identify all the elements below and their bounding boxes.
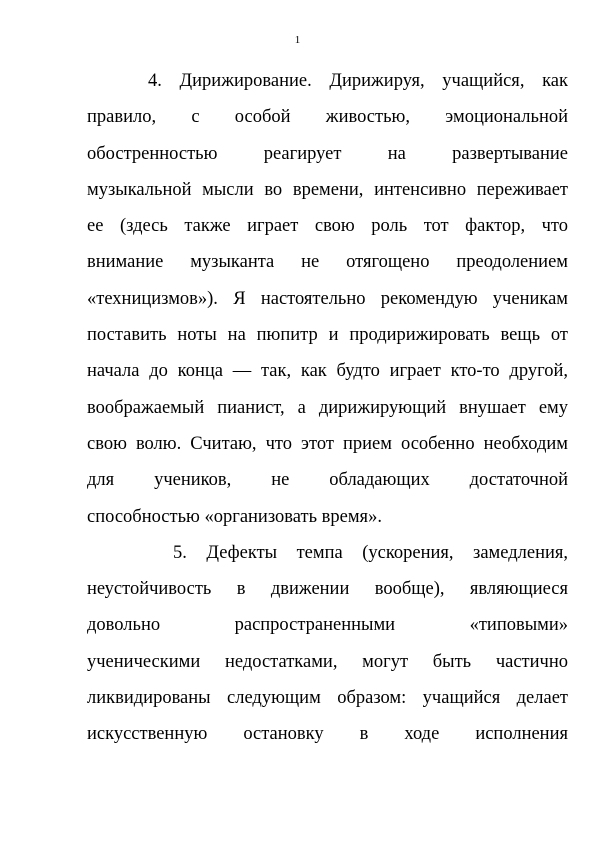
text-line: музыкальной мысли во времени, интенсивно переживает [87,179,568,200]
text-line: ликвидированы следующим образом: учащийся делает [87,688,568,709]
body-text [87,63,568,753]
text-line: довольно распространенными «типовыми» [87,615,568,636]
page-number: 1 [294,34,301,46]
text-line: обостренностью реагирует на развертывание [87,143,568,164]
text-line: ее (здесь также играет свою роль тот фактор, что [87,216,568,237]
text-line: искусственную остановку в ходе исполнения [87,724,568,745]
text-line: правило, с особой живостью, эмоциональной [87,107,568,128]
text-line: свою волю. Считаю, что этот прием особенно необходим [87,433,568,454]
text-line: поставить ноты на пюпитр и продирижировать вещь от [87,325,568,346]
text-line: «техницизмов»). Я настоятельно рекомендую ученикам [87,288,568,309]
text-line: 4. Дирижирование. Дирижируя, учащийся, как [148,71,568,91]
text-line: 5. Дефекты темпа (ускорения, замедления, [173,542,568,563]
text-line: ученическими недостатками, могут быть частично [87,651,568,672]
text-line: способностью «организовать время». [87,506,382,527]
text-line: воображаемый пианист, а дирижирующий внушает ему [87,397,568,418]
text-line: начала до конца — так, как будто играет кто-то другой, [87,361,568,382]
text-line: внимание музыканта не отягощено преодолением [87,252,568,273]
text-line: неустойчивость в движении вообще), являющиеся [87,579,568,600]
text-line: для учеников, не обладающих достаточной [87,470,568,491]
